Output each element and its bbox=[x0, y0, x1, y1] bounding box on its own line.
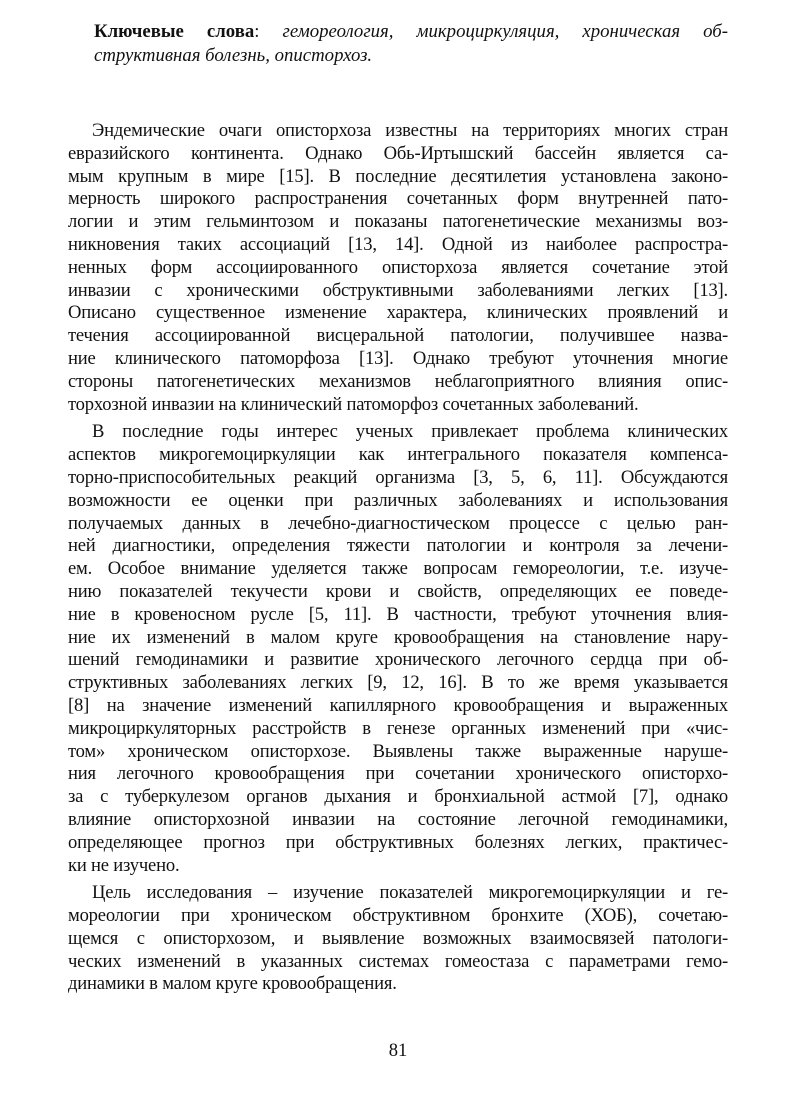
paragraph-line: мерность широкого распространения сочетанных форм внутренней пато- bbox=[68, 188, 728, 210]
paragraph bbox=[68, 421, 728, 877]
paragraph-line: ческих изменений в указанных системах гомеостаза с параметрами гемо- bbox=[68, 950, 728, 972]
paragraph-line: определяющее прогноз при обструктивных болезнях легких, практичес- bbox=[68, 831, 728, 853]
paragraph-line: [8] на значение изменений капиллярного кровообращения и выраженных bbox=[68, 694, 728, 716]
paragraph-line: торхозной инвазии на клинический патоморфоз сочетанных заболеваний. bbox=[68, 393, 639, 415]
paragraph-line: ние их изменений в малом круге кровообращения на становление нару- bbox=[68, 626, 728, 648]
keywords-list-line1: гемореология, микроциркуляция, хроническая об- bbox=[282, 21, 728, 42]
paragraph-line: ки не изучено. bbox=[68, 854, 180, 876]
paragraph-line: ние клинического патоморфоза [13]. Однако требуют уточнения многие bbox=[68, 347, 728, 369]
paragraph-line: возможности ее оценки при различных заболеваниях и использования bbox=[68, 489, 728, 511]
paragraph-line: Эндемические очаги описторхоза известны на территориях многих стран bbox=[92, 120, 728, 141]
paragraph-line: логии и этим гельминтозом и показаны патогенетические механизмы воз- bbox=[68, 211, 728, 233]
paragraph-line: инвазии с хроническими обструктивными заболеваниями легких [13]. bbox=[68, 279, 728, 301]
paragraph-line: влияние описторхозной инвазии на состояние легочной гемодинамики, bbox=[68, 808, 728, 830]
paragraph-line: стороны патогенетических механизмов неблагоприятного влияния опис- bbox=[68, 370, 728, 392]
paragraph-line: Цель исследования – изучение показателей микрогемоциркуляции и ге- bbox=[92, 882, 728, 904]
paragraph-line: течения ассоциированной висцеральной патологии, получившее назва- bbox=[68, 325, 728, 347]
paragraph-line: ние в кровеносном русле [5, 11]. В частности, требуют уточнения влия- bbox=[68, 603, 728, 625]
paragraph-line: динамики в малом круге кровообращения. bbox=[68, 973, 397, 995]
paragraph-line: аспектов микрогемоциркуляции как интегрального показателя компенса- bbox=[68, 444, 728, 466]
paragraph-line: за с туберкулезом органов дыхания и бронхиальной астмой [7], однако bbox=[68, 786, 728, 808]
paragraph-line: ней диагностики, определения тяжести патологии и контроля за лечени- bbox=[68, 535, 728, 557]
body-text bbox=[68, 120, 728, 996]
paragraph-line: том» хроническом описторхозе. Выявлены также выраженные наруше- bbox=[68, 740, 728, 762]
paragraph-line: щемся с описторхозом, и выявление возможных взаимосвязей патологи- bbox=[68, 927, 728, 949]
paragraph-line: шений гемодинамики и развитие хронического легочного сердца при об- bbox=[68, 649, 728, 671]
page-number: 81 bbox=[388, 1040, 408, 1061]
keywords-list-line2: структивная болезнь, описторхоз. bbox=[94, 45, 373, 66]
paragraph-line: евразийского континента. Однако Обь-Иртышский бассейн является са- bbox=[68, 142, 728, 164]
paragraph-line: никновения таких ассоциаций [13, 14]. Одной из наиболее распростра- bbox=[68, 233, 728, 255]
document-page bbox=[68, 20, 728, 1090]
paragraph-line: нию показателей текучести крови и свойств, определяющих ее поведе- bbox=[68, 580, 728, 602]
paragraph-line: ния легочного кровообращения при сочетании хронического описторхо- bbox=[68, 763, 728, 785]
keywords-separator: : bbox=[254, 21, 283, 42]
paragraph-line: В последние годы интерес ученых привлекает проблема клинических bbox=[92, 421, 728, 443]
paragraph bbox=[68, 882, 728, 996]
keywords-label: Ключевые слова bbox=[94, 21, 255, 42]
paragraph-line: ненных форм ассоциированного описторхоза является сочетание этой bbox=[68, 256, 728, 278]
paragraph-line: структивных заболеваниях легких [9, 12, 16]. В то же время указывается bbox=[68, 672, 728, 694]
paragraph-line: ем. Особое внимание уделяется также вопросам гемореологии, т.е. изуче- bbox=[68, 558, 728, 580]
paragraph-line: мым крупным в мире [15]. В последние десятилетия установлена законо- bbox=[68, 165, 728, 187]
paragraph-line: Описано существенное изменение характера, клинических проявлений и bbox=[68, 302, 728, 324]
keywords-block bbox=[68, 20, 728, 68]
paragraph-line: получаемых данных в лечебно-диагностическом процессе с целью ран- bbox=[68, 512, 728, 534]
paragraph-line: микроциркуляторных расстройств в генезе органных изменений при «чис- bbox=[68, 717, 728, 739]
paragraph-line: мореологии при хроническом обструктивном бронхите (ХОБ), сочетаю- bbox=[68, 905, 728, 927]
paragraph-line: торно-приспособительных реакций организма [3, 5, 6, 11]. Обсуждаются bbox=[68, 466, 728, 488]
paragraph bbox=[68, 120, 728, 416]
